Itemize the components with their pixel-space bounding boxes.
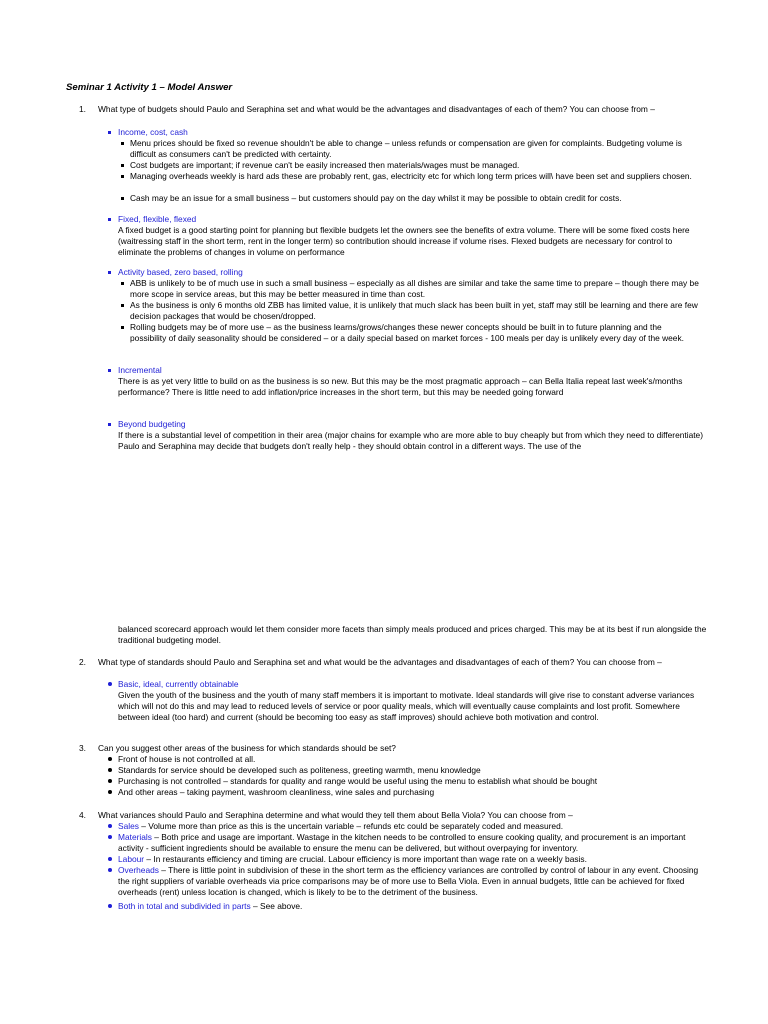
q3-bullet-1: Front of house is not controlled at all. [118, 754, 256, 764]
q3-bullet-2: Standards for service should be developed such as politeness, greeting warmth, menu knowledge [118, 765, 481, 775]
bullet-dot-icon [108, 904, 112, 908]
q2-number: 2. [79, 657, 86, 667]
bullet-dot-icon [108, 682, 112, 686]
q4-item-labour-text: – In restaurants efficiency and timing are crucial. Labour efficiency is more important than wage rate on a weekly basis. [144, 854, 587, 864]
q4-number: 4. [79, 810, 86, 820]
q2-body: Given the youth of the business and the youth of many staff members it is important to motivate. Ideal standards will give rise to constant adverse variances which will not do this and may lead to reduced levels of service or poor quality meals, which will eventually cause complaints and lost profit. Somewhere between ideal (too hard) and current (should be becoming too easy as staff improves) should achieve both motivation and control. [118, 690, 695, 723]
bullet-dot-icon [108, 857, 112, 861]
bullet-square-icon [108, 271, 111, 274]
q4-item-overheads-label: Overheads [118, 865, 159, 875]
q1-s1-bullet-1: Menu prices should be fixed so revenue shouldn't be able to change – unless refunds or compensation are given for complaints. Budgeting volume is difficult as consumers can't be predicted with certainty. [130, 138, 682, 160]
bullet-square-icon [108, 218, 111, 221]
q2-heading: Basic, ideal, currently obtainable [118, 679, 239, 689]
q3-bullet-3: Purchasing is not controlled – standards for quality and range would be useful using the menu to establish what should be bought [118, 776, 598, 786]
q4-item-labour [118, 854, 708, 865]
bullet-dot-icon [108, 790, 112, 794]
q4-item-overheads [118, 865, 708, 899]
q4-item-sales-text: – Volume more than price as this is the uncertain variable – refunds etc could be separately coded and measured. [138, 821, 564, 831]
q1-s3-bullet-1: ABB is unlikely to be of much use in such a small business – especially as all dishes are similar and take the same time to prepare – though there may be more scope in service areas, but this may be better measured in time than cost. [130, 278, 699, 300]
q4-item-sales [118, 821, 708, 832]
q4-text: What variances should Paulo and Seraphina determine and what would they tell them about Bella Viola? You can choose from – [98, 810, 573, 820]
bullet-square-icon [108, 369, 111, 372]
q1-s5-body-continued: balanced scorecard approach would let them consider more facets than simply meals produced and prices charged. This may be at its best if run alongside the traditional budgeting model. [118, 624, 707, 646]
q1-s1-bullet-4: Cash may be an issue for a small business – but customers should pay on the day whilst it may be possible to obtain credit for costs. [130, 193, 622, 203]
q1-s4-heading: Incremental [118, 365, 162, 375]
bullet-dot-icon [108, 768, 112, 772]
bullet-square-icon [108, 423, 111, 426]
q4-item-labour-label: Labour [118, 854, 145, 864]
bullet-square-icon [121, 164, 124, 167]
bullet-square-icon [108, 131, 111, 134]
q4-item-total [118, 901, 708, 912]
q1-s1-bullet-3: Managing overheads weekly is hard ads these are probably rent, gas, electricity etc for which long term prices will\ have been set and suppliers chosen. [130, 171, 692, 181]
q1-s1-heading: Income, cost, cash [118, 127, 188, 137]
q1-text: What type of budgets should Paulo and Seraphina set and what would be the advantages and disadvantages of each of them? You can choose from – [98, 104, 655, 114]
q3-text: Can you suggest other areas of the business for which standards should be set? [98, 743, 396, 753]
page-title: Seminar 1 Activity 1 – Model Answer [66, 82, 233, 93]
q1-s3-bullet-2: As the business is only 6 months old ZBB has limited value, it is unlikely that much slack has been built in yet, staff may still be learning and there are few decision packages that would be chosen/dropped. [130, 300, 698, 322]
bullet-dot-icon [108, 779, 112, 783]
q1-s5-heading: Beyond budgeting [118, 419, 186, 429]
q1-s1-bullet-2: Cost budgets are important; if revenue can't be easily increased then materials/wages must be managed. [130, 160, 520, 170]
q4-item-overheads-text: – There is little point in subdivision of these in the short term as the efficiency variances are controlled by control of labour in any event. Choosing the right suppliers of variable overheads via price comparisons may be of more use to Bella Viola. Even in annual budgets, little can be achieved for fixed overheads (rent) unless location is changed, which is likely to be to the detriment of the business. [118, 865, 699, 898]
q1-s2-heading: Fixed, flexible, flexed [118, 214, 197, 224]
bullet-square-icon [121, 142, 124, 145]
q3-bullet-4: And other areas – taking payment, washroom cleanliness, wine sales and purchasing [118, 787, 435, 797]
q1-s2-body: A fixed budget is a good starting point for planning but flexible budgets let the owners see the benefits of extra volume. There will be some fixed costs here (waitressing staff in the short term, rent in the longer term) so contribution should increase if volume rises. Flexed budgets are necessary for control to eliminate the problems of changes in volume on performance [118, 225, 690, 258]
q4-item-total-text: – See above. [250, 901, 303, 911]
q1-s5-body: If there is a substantial level of competition in their area (major chains for example who are more able to buy cheaply but from which they need to differentiate) Paulo and Seraphina may decide that budgets don't really help - they should obtain control in a different ways. The use of the [118, 430, 704, 452]
q4-item-total-label: Both in total and subdivided in parts [118, 901, 251, 911]
q4-item-materials-text: – Both price and usage are important. Wastage in the kitchen needs to be controlled to ensure cooking quality, and procurement is an important activity - sufficient ingredients should be available to ensure the menu can be delivered, but without overpaying for inventory. [118, 832, 686, 854]
q4-item-materials-label: Materials [118, 832, 152, 842]
bullet-square-icon [121, 197, 124, 200]
q3-number: 3. [79, 743, 86, 753]
q4-item-materials [118, 832, 708, 854]
bullet-dot-icon [108, 835, 112, 839]
bullet-square-icon [121, 282, 124, 285]
q1-s4-body: There is as yet very little to build on as the business is so new. But this may be the most pragmatic approach – can Bella Italia repeat last week's/months performance? There is little need to add inflation/price increases in the short term, but this may be needed going forward [118, 376, 683, 398]
q1-s3-bullet-3: Rolling budgets may be of more use – as the business learns/grows/changes these newer concepts should be built in to future planning and the possibility of daily seasonality should be considered – or a daily special based on market forces - 100 meals per day is unlikely every day of the week. [130, 322, 684, 344]
q2-text: What type of standards should Paulo and Seraphina set and what would be the advantages and disadvantages of each of them? You can choose from – [98, 657, 662, 667]
bullet-square-icon [121, 304, 124, 307]
bullet-square-icon [121, 175, 124, 178]
bullet-dot-icon [108, 824, 112, 828]
bullet-dot-icon [108, 868, 112, 872]
bullet-dot-icon [108, 757, 112, 761]
bullet-square-icon [121, 326, 124, 329]
q1-s3-heading: Activity based, zero based, rolling [118, 267, 243, 277]
q1-number: 1. [79, 104, 86, 114]
q4-item-sales-label: Sales [118, 821, 139, 831]
